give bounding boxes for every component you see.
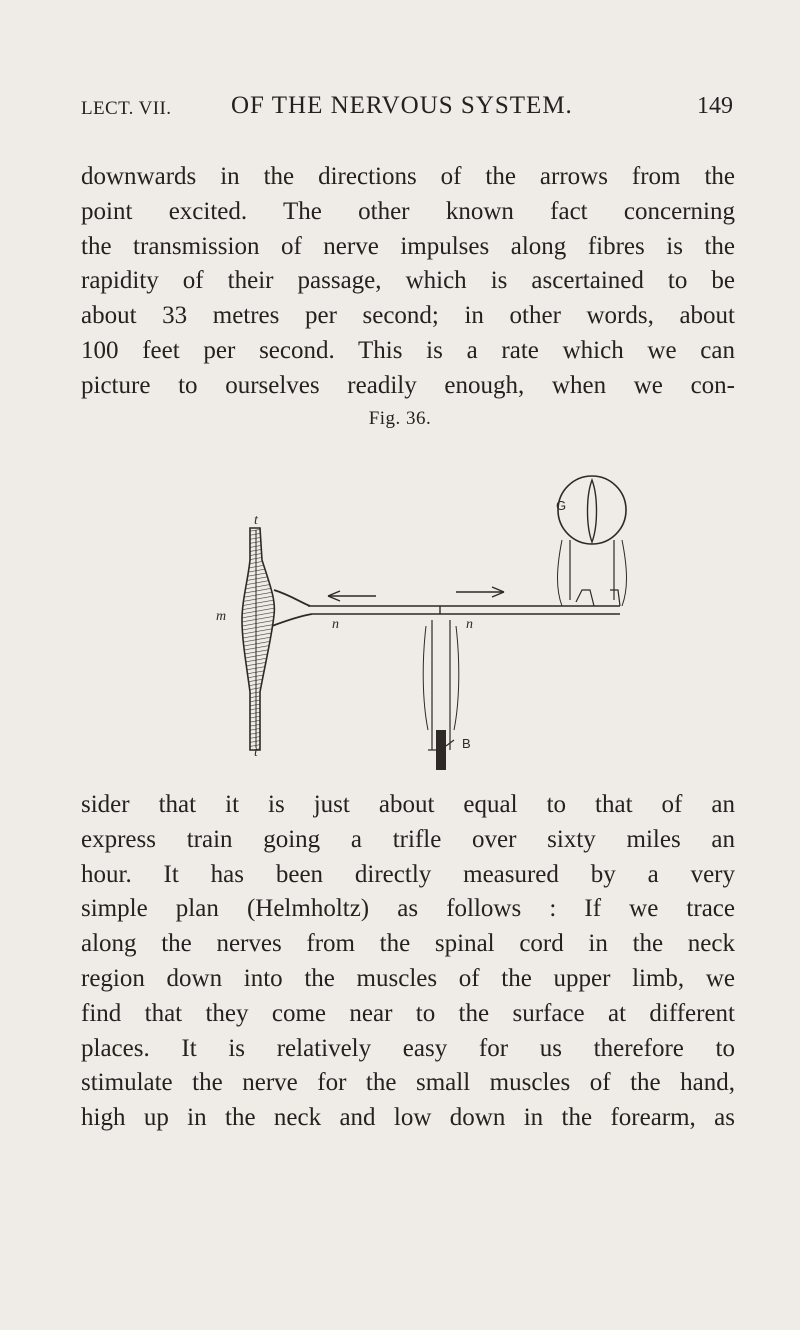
text-line: 100 feet per second. This is a rate which we can [81, 336, 735, 364]
text-line: region down into the muscles of the upper limb, we [81, 964, 735, 992]
text-line: places. It is relatively easy for us therefore to [81, 1034, 735, 1062]
text-line: about 33 metres per second; in other words, about [81, 302, 735, 330]
label-t-top: t [254, 513, 258, 528]
running-head [81, 92, 733, 122]
text-line: express train going a trifle over sixty miles an [81, 825, 735, 853]
text-line: picture to ourselves readily enough, when we con- [81, 371, 735, 399]
label-n-left: n [332, 617, 339, 632]
text-line: sider that it is just about equal to that of an [81, 791, 735, 818]
text-line: hour. It has been directly measured by a very [81, 860, 735, 888]
text-line: along the nerves from the spinal cord in the neck [81, 930, 735, 958]
text-line: find that they come near to the surface at different [81, 999, 735, 1027]
paragraph-bottom [81, 788, 735, 1136]
galvanometer-g [558, 476, 627, 606]
left-arrow [328, 591, 376, 601]
text-line: point excited. The other known fact concerning [81, 197, 735, 225]
label-t-bottom: t [254, 745, 258, 760]
figure-caption: Fig. 36. [368, 408, 432, 429]
page-title: OF THE NERVOUS SYSTEM. [231, 92, 573, 119]
label-n-right: n [466, 617, 473, 632]
text-line: simple plan (Helmholtz) as follows : If we trace [81, 895, 735, 923]
induction-coil-b [423, 620, 459, 770]
text-line: rapidity of their passage, which is ascertained to be [81, 267, 735, 295]
label-b: B [462, 736, 471, 751]
paragraph-top [81, 160, 735, 404]
page-number: 149 [697, 93, 733, 119]
text-line: high up in the neck and low down in the forearm, as [81, 1104, 735, 1132]
text-line: downwards in the directions of the arrows from the [81, 163, 735, 190]
muscle-shape [242, 528, 312, 750]
right-arrow [456, 587, 504, 597]
nerve-muscle-diagram [200, 430, 640, 775]
label-g: G [556, 498, 567, 513]
figure-36-illustration [200, 430, 640, 775]
text-line: the transmission of nerve impulses along fibres is the [81, 232, 735, 260]
label-m: m [216, 609, 227, 624]
text-line: stimulate the nerve for the small muscles of the hand, [81, 1069, 735, 1097]
nerve-fibre [308, 606, 620, 614]
lecture-number: LECT. VII. [81, 98, 172, 119]
